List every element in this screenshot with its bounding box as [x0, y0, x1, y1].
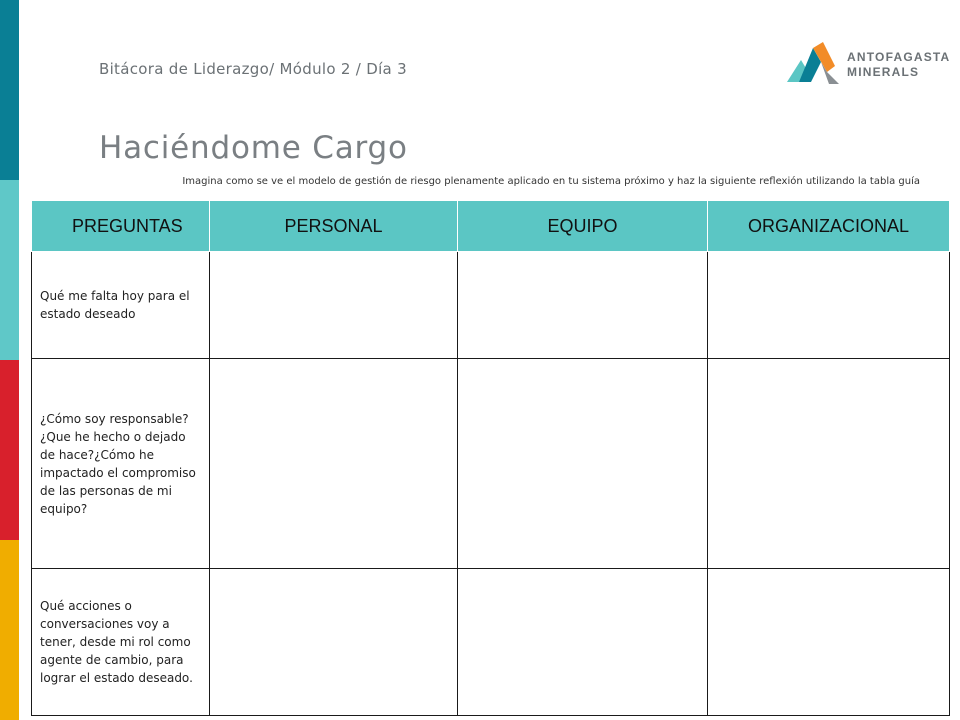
table-header-row	[32, 201, 950, 252]
header-equipo: EQUIPO	[458, 201, 708, 252]
header-personal: PERSONAL	[210, 201, 458, 252]
answer-cell-organizacional[interactable]	[708, 252, 950, 359]
answer-cell-organizacional[interactable]	[708, 569, 950, 716]
breadcrumb: Bitácora de Liderazgo/ Módulo 2 / Día 3	[99, 60, 407, 78]
company-logo	[783, 40, 953, 88]
page-title: Haciéndome Cargo	[99, 130, 408, 166]
answer-cell-personal[interactable]	[210, 359, 458, 569]
answer-cell-equipo[interactable]	[458, 252, 708, 359]
question-cell: Qué acciones o conversaciones voy a tener, desde mi rol como agente de cambio, para lograr el estado deseado.	[32, 569, 210, 716]
sidebar-stripe-aqua	[0, 180, 19, 360]
answer-cell-organizacional[interactable]	[708, 359, 950, 569]
page-subtitle: Imagina como se ve el modelo de gestión de riesgo plenamente aplicado en tu sistema próximo y haz la siguiente reflexión utilizando la tabla guía	[182, 176, 920, 187]
question-cell: ¿Cómo soy responsable?¿Que he hecho o dejado de hace?¿Cómo he impactado el compromiso de las personas de mi equipo?	[32, 359, 210, 569]
question-cell: Qué me falta hoy para el estado deseado	[32, 252, 210, 359]
header-organizacional: ORGANIZACIONAL	[708, 201, 950, 252]
logo-text-line2: MINERALS	[847, 65, 920, 79]
sidebar-stripe-yellow	[0, 540, 19, 720]
answer-cell-equipo[interactable]	[458, 569, 708, 716]
guide-table	[31, 200, 950, 716]
answer-cell-personal[interactable]	[210, 252, 458, 359]
table-row	[32, 569, 950, 716]
sidebar-stripe-red	[0, 360, 19, 540]
logo-text-line1: ANTOFAGASTA	[847, 50, 951, 64]
answer-cell-equipo[interactable]	[458, 359, 708, 569]
sidebar-stripe-teal	[0, 0, 19, 180]
answer-cell-personal[interactable]	[210, 569, 458, 716]
header-preguntas: PREGUNTAS	[32, 201, 210, 252]
mountain-logo-icon	[783, 40, 843, 88]
table-row	[32, 359, 950, 569]
table-row	[32, 252, 950, 359]
